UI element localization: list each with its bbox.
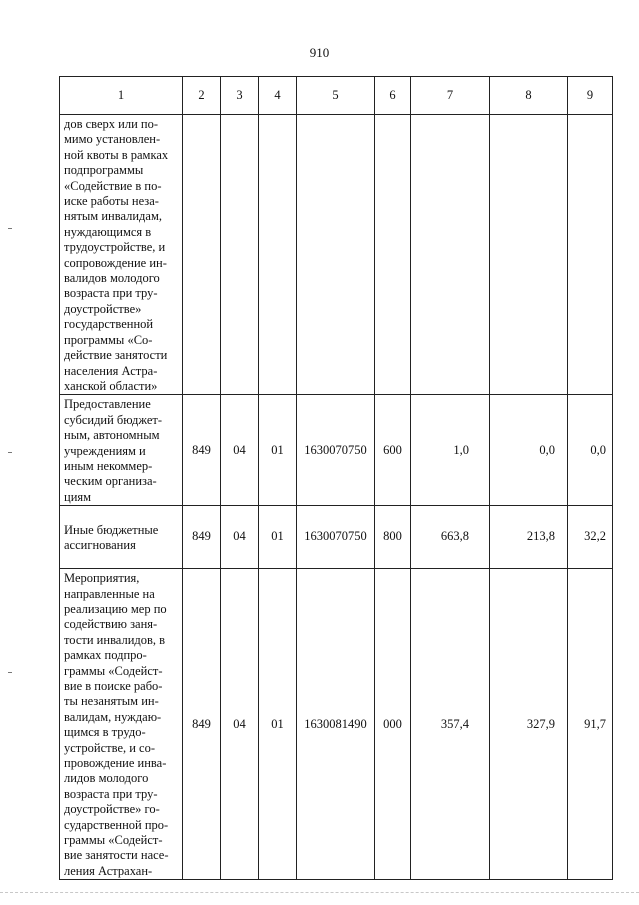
cell-col9: 91,7	[568, 569, 613, 880]
cell-col5: 1630070750	[297, 395, 375, 506]
table-row	[60, 506, 613, 569]
cell-col2: 849	[183, 395, 221, 506]
row-description: Мероприятия, направленные на реализацию мер по содействию заня- тости инвалидов, в рамках подпро- граммы «Содейст- вие в поиске рабо- ты незанятым ин- валидам, нуждаю- щимся в трудо- устройстве, и со- провождение инва- лидов молодого возраста при тру- доустройстве» го- сударственной про- граммы «Содейст- вие занятости насе- ления Астрахан-	[60, 569, 183, 880]
column-header: 1	[60, 77, 183, 115]
cell-col7: 663,8	[411, 506, 490, 569]
column-header: 8	[490, 77, 568, 115]
cell-col8: 327,9	[490, 569, 568, 880]
column-header: 7	[411, 77, 490, 115]
column-header: 4	[259, 77, 297, 115]
table-row	[60, 115, 613, 395]
cell-col7	[411, 115, 490, 395]
cell-col7: 357,4	[411, 569, 490, 880]
cell-col3	[221, 115, 259, 395]
cell-col3: 04	[221, 506, 259, 569]
table-row	[60, 569, 613, 880]
cell-col6: 800	[375, 506, 411, 569]
cell-col6: 600	[375, 395, 411, 506]
scan-mark	[8, 452, 12, 453]
column-header: 5	[297, 77, 375, 115]
table-header-row	[60, 77, 613, 115]
column-header: 6	[375, 77, 411, 115]
page-number: 910	[309, 45, 330, 60]
cell-col7: 1,0	[411, 395, 490, 506]
column-header: 2	[183, 77, 221, 115]
table-row	[60, 395, 613, 506]
cell-col2: 849	[183, 569, 221, 880]
page-bottom-divider	[0, 892, 639, 893]
cell-col2: 849	[183, 506, 221, 569]
scan-mark	[8, 228, 12, 229]
row-description: Предоставление субсидий бюджет- ным, автономным учреждениям и иным некоммер- ческим организа- циям	[60, 395, 183, 506]
cell-col4: 01	[259, 506, 297, 569]
row-description: дов сверх или по- мимо установлен- ной квоты в рамках подпрограммы «Содействие в по- иске работы неза- нятым инвалидам, нуждающимся в трудоустройстве, и сопровождение ин- валидов молодого возраста при тру- доустройстве» государственной программы «Со- действие занятости населения Астра- ханской области»	[60, 115, 183, 395]
cell-col6	[375, 115, 411, 395]
budget-table	[59, 76, 613, 880]
cell-col4: 01	[259, 395, 297, 506]
column-header: 3	[221, 77, 259, 115]
cell-col4	[259, 115, 297, 395]
cell-col9: 32,2	[568, 506, 613, 569]
cell-col3: 04	[221, 395, 259, 506]
cell-col4: 01	[259, 569, 297, 880]
cell-col8	[490, 115, 568, 395]
cell-col6: 000	[375, 569, 411, 880]
cell-col3: 04	[221, 569, 259, 880]
cell-col9: 0,0	[568, 395, 613, 506]
cell-col5: 1630081490	[297, 569, 375, 880]
column-header: 9	[568, 77, 613, 115]
cell-col8: 0,0	[490, 395, 568, 506]
cell-col5: 1630070750	[297, 506, 375, 569]
scan-mark	[8, 672, 12, 673]
cell-col5	[297, 115, 375, 395]
row-description: Иные бюджетные ассигнования	[60, 506, 183, 569]
cell-col2	[183, 115, 221, 395]
cell-col8: 213,8	[490, 506, 568, 569]
cell-col9	[568, 115, 613, 395]
